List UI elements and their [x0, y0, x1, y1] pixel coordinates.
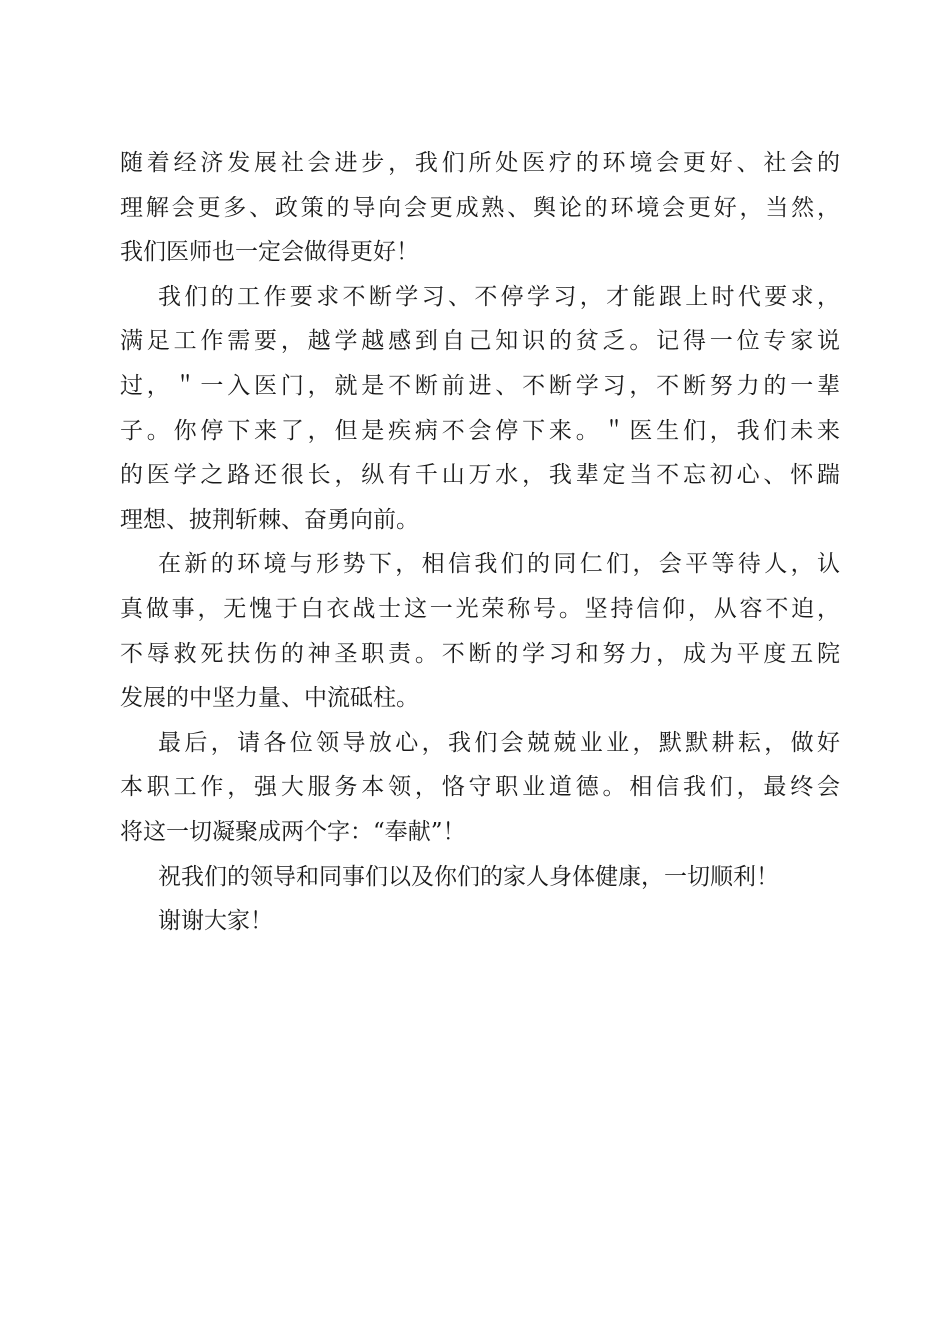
- paragraph-line: 谢谢大家！: [158, 908, 273, 935]
- paragraph-line: 将这一切凝聚成两个字：“奉献”！: [120, 818, 466, 845]
- paragraph-line: 满足工作需要，越学越感到自己知识的贫乏。记得一位专家说: [120, 328, 840, 355]
- paragraph-line: 祝我们的领导和同事们以及你们的家人身体健康，一切顺利！: [158, 863, 779, 890]
- paragraph-line: 子。你停下来了，但是疾病不会停下来。＂医生们，我们未来: [120, 417, 840, 444]
- paragraph-line: 不辱救死扶伤的神圣职责。不断的学习和努力，成为平度五院: [120, 640, 840, 667]
- paragraph-line: 在新的环境与形势下，相信我们的同仁们，会平等待人，认: [158, 551, 840, 578]
- paragraph-line: 真做事，无愧于白衣战士这一光荣称号。坚持信仰，从容不迫，: [120, 595, 840, 622]
- paragraph-line: 随着经济发展社会进步，我们所处医疗的环境会更好、社会的: [120, 150, 840, 176]
- paragraph-line: 最后，请各位领导放心，我们会兢兢业业，默默耕耘，做好: [158, 729, 840, 756]
- paragraph-line: 我们医师也一定会做得更好！: [120, 239, 419, 266]
- paragraph-line: 理想、披荆斩棘、奋勇向前。: [120, 506, 419, 533]
- paragraph-line: 的医学之路还很长，纵有千山万水，我辈定当不忘初心、怀踹: [120, 462, 840, 489]
- paragraph-line: 本职工作，强大服务本领，恪守职业道德。相信我们，最终会: [120, 774, 840, 801]
- paragraph-line: 发展的中坚力量、中流砥柱。: [120, 685, 419, 712]
- paragraph-line: 理解会更多、政策的导向会更成熟、舆论的环境会更好，当然，: [120, 194, 840, 221]
- document-body: [120, 141, 840, 944]
- paragraph-line: 过，＂一入医门，就是不断前进、不断学习，不断努力的一辈: [120, 372, 840, 399]
- paragraph-line: 我们的工作要求不断学习、不停学习，才能跟上时代要求，: [158, 283, 840, 310]
